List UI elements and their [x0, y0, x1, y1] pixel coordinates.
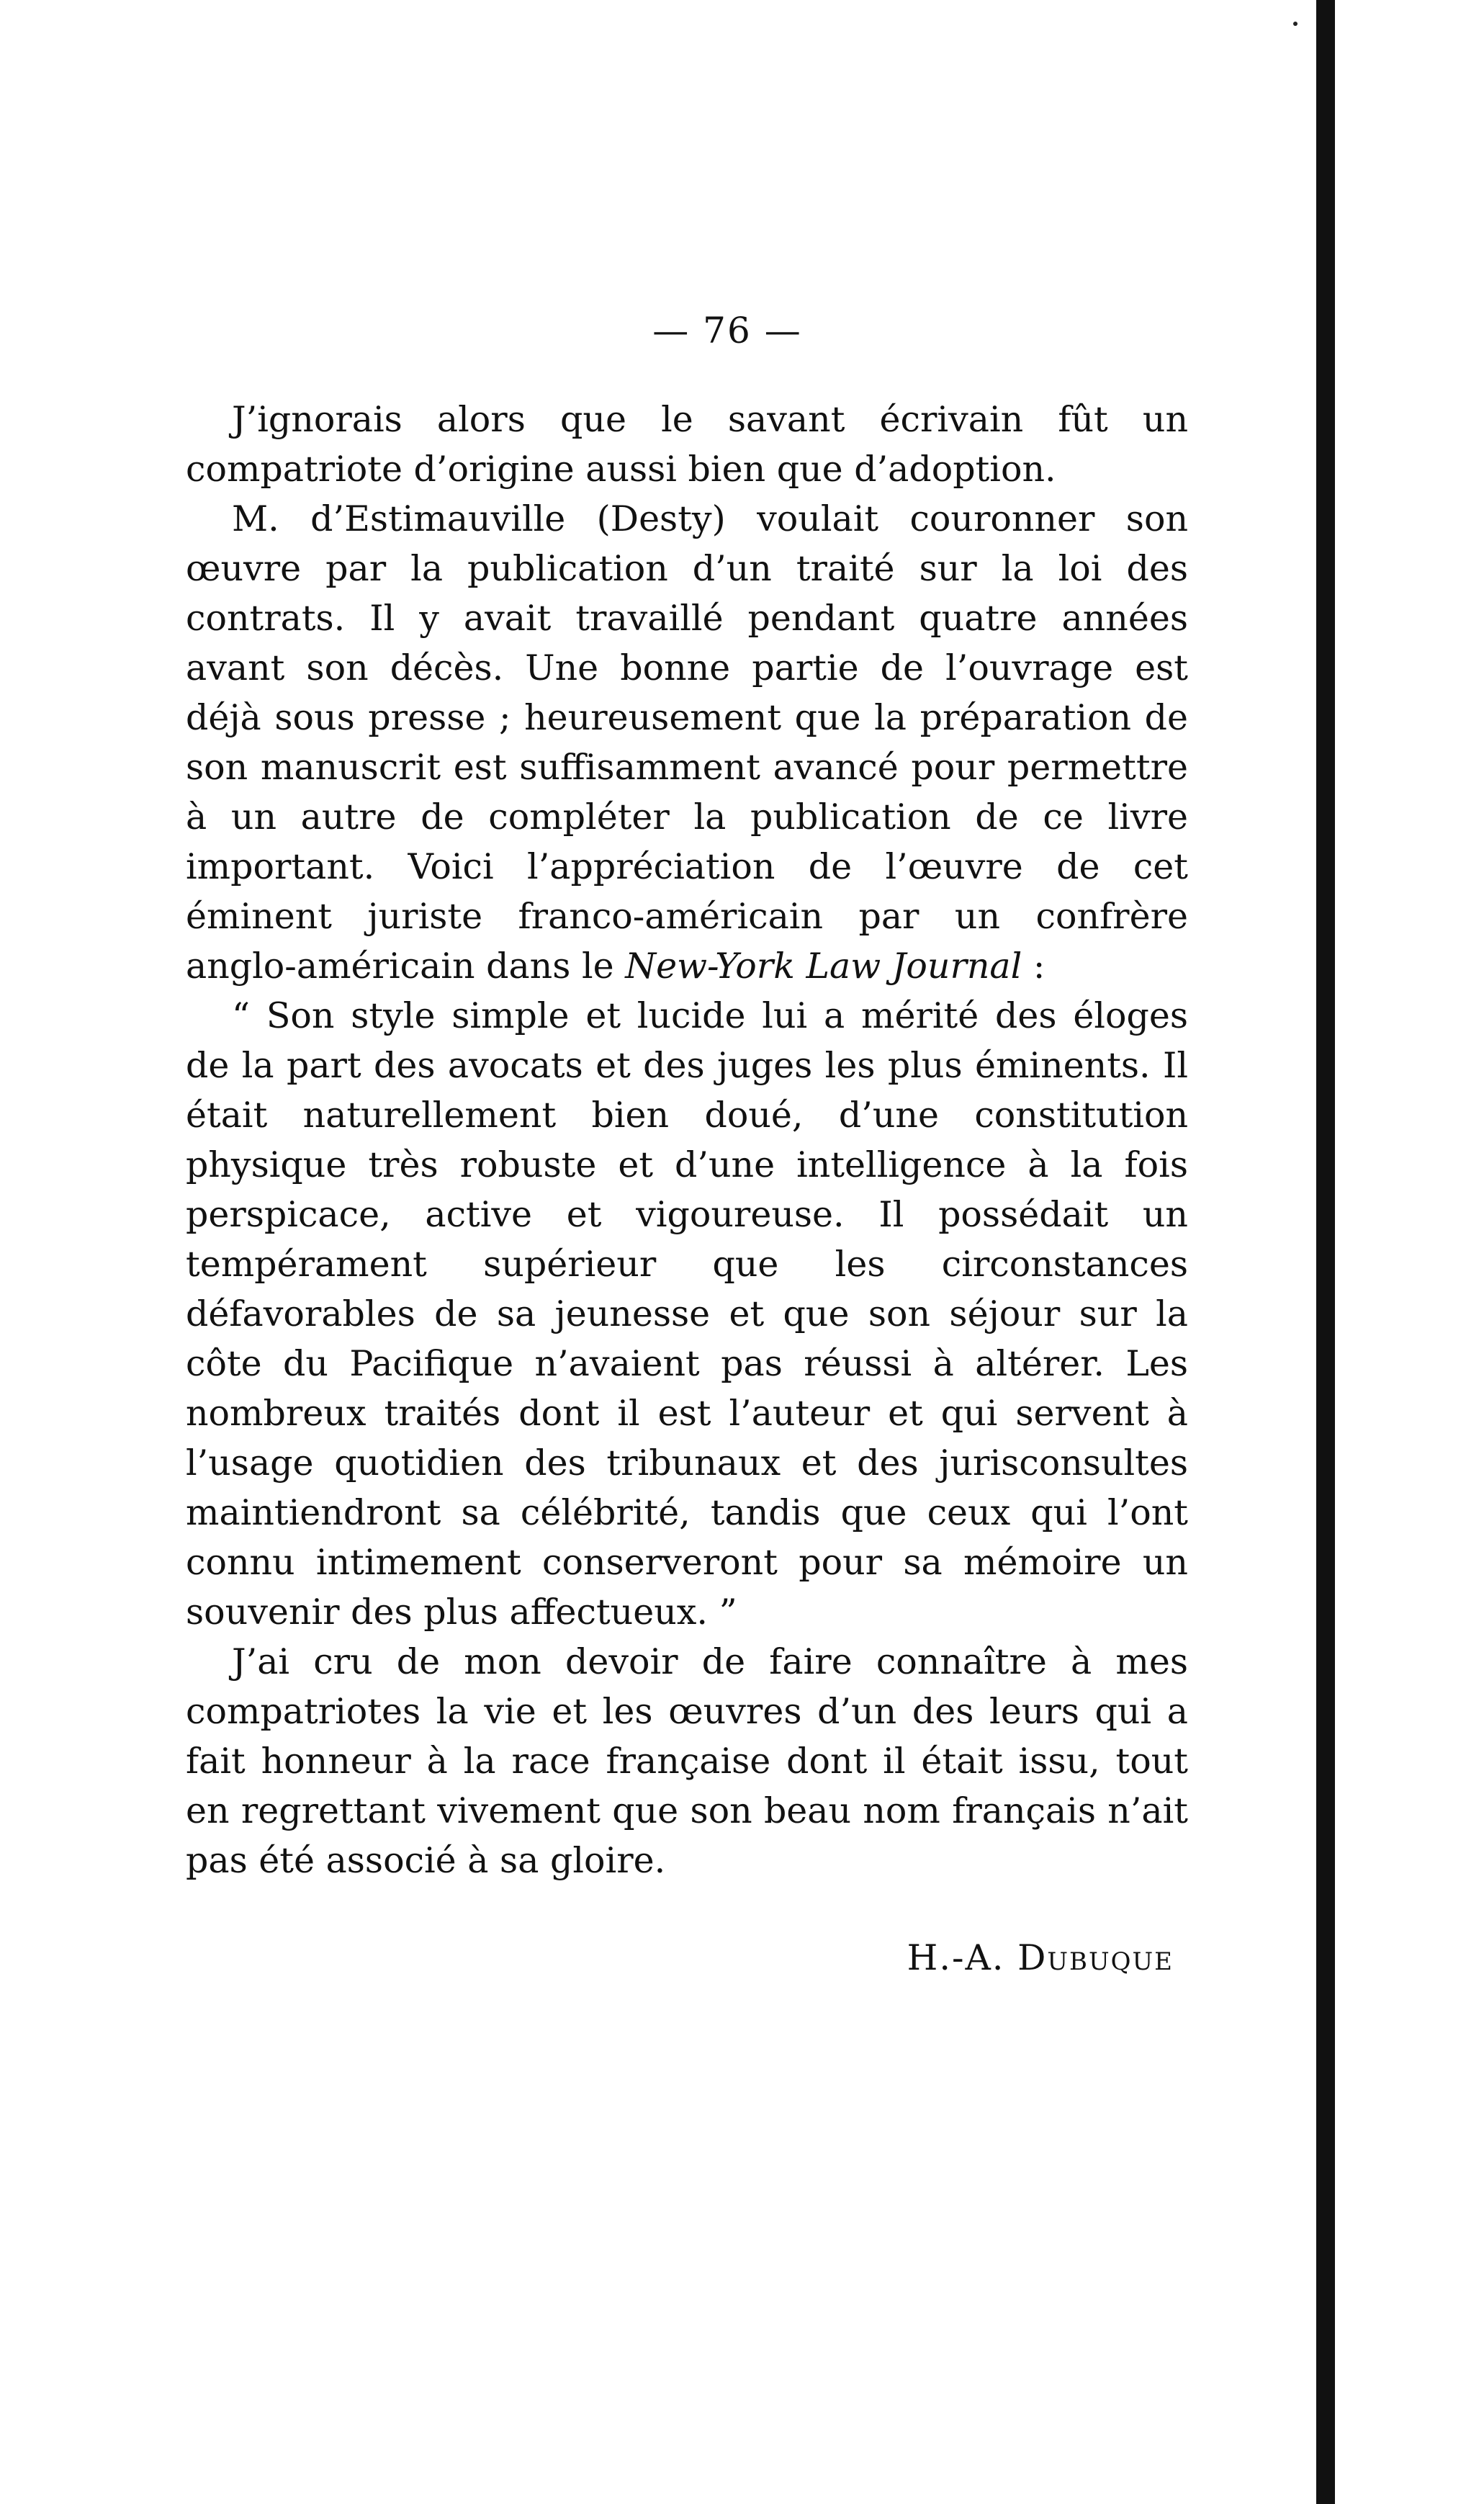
- paragraph-1-text: J’ignorais alors que le savant écrivain fût un compatriote d’origine aussi bien que d’adoption.: [186, 399, 1188, 490]
- signature-surname: Dubuque: [1017, 1937, 1174, 1978]
- page-edge-border: [1316, 0, 1335, 2504]
- author-signature: [756, 1937, 1174, 1978]
- paragraph-2-text: M. d’Estimauville (Desty) voulait couronner son œuvre par la publication d’un traité sur la loi des contrats. Il y avait travaillé pendant quatre années avant son décès. Une bonne partie de l’ouvrage est déjà sous presse ; heureusement que la préparation de son manuscrit est suffisamment avancé pour permettre à un autre de compléter la publication de ce livre important. Voici l’appréciation de l’œuvre de cet éminent juriste franco-américain par un confrère anglo-américain dans le: [186, 498, 1188, 987]
- paragraph-3-text: “ Son style simple et lucide lui a mérité des éloges de la part des avocats et des juges les plus éminents. Il était naturellement bien doué, d’une constitution physique très robuste et d’une intelligence à la fois perspicace, active et vigoureuse. Il possédait un tempérament supérieur que les circonstances défavorables de sa jeunesse et que son séjour sur la côte du Pacifique n’avaient pas réussi à altérer. Les nombreux traités dont il est l’auteur et qui servent à l’usage quotidien des tribunaux et des jurisconsultes maintiendront sa célébrité, tandis que ceux qui l’ont connu intimement conserveront pour sa mémoire un souvenir des plus affectueux. ”: [186, 995, 1188, 1633]
- page-speck: [1293, 22, 1298, 26]
- signature-initials: H.-A.: [907, 1937, 1005, 1978]
- paragraph-4-text: J’ai cru de mon devoir de faire connaître à mes compatriotes la vie et les œuvres d’un des leurs qui a fait honneur à la race française dont il était issu, tout en regrettant vivement que son beau nom français n’ait pas été associé à sa gloire.: [186, 1641, 1188, 1881]
- journal-title: New-York Law Journal: [625, 946, 1022, 987]
- paragraph-4: [186, 1637, 1188, 1885]
- paragraph-2-end: :: [1022, 946, 1045, 987]
- paragraph-1: [186, 395, 1188, 494]
- paragraph-3-quote: [186, 991, 1188, 1637]
- body-text: [186, 395, 1188, 1885]
- page-number: — 76 —: [652, 310, 802, 351]
- paragraph-2: [186, 494, 1188, 991]
